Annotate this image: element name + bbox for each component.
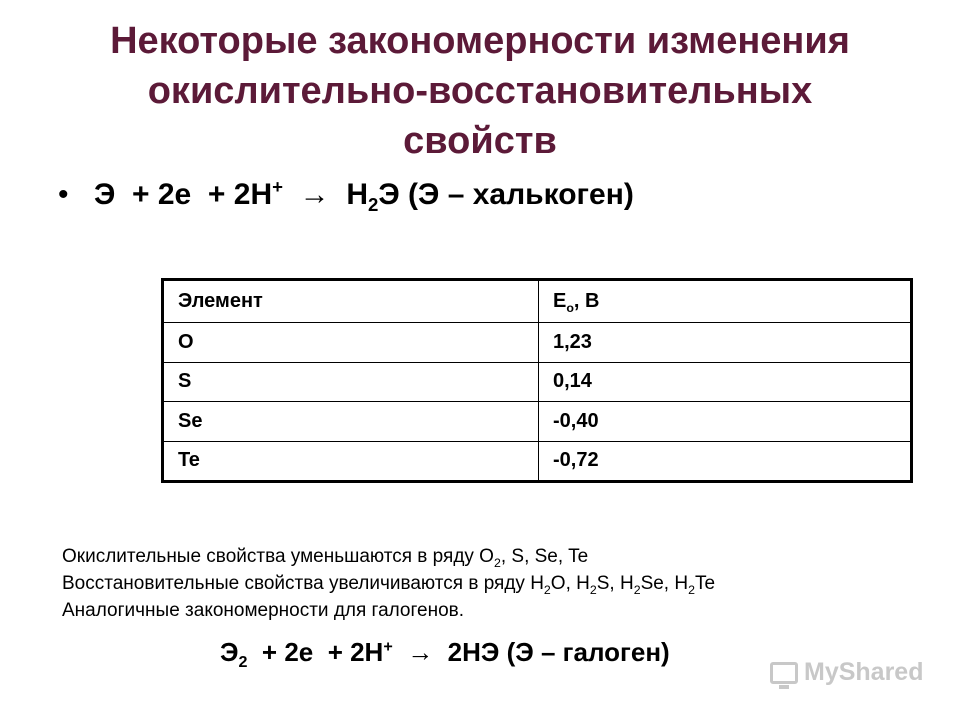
eq-part-2: → Н bbox=[282, 178, 368, 211]
eq-part-3: Э (Э – халькоген) bbox=[378, 178, 634, 211]
cell-element: Te bbox=[163, 441, 539, 482]
bullet-dot: • bbox=[58, 178, 69, 211]
note-2-text-d: Se, Н bbox=[640, 573, 689, 594]
eq-sup-1: + bbox=[272, 176, 283, 197]
watermark-text: MyShared bbox=[804, 658, 924, 686]
header-potential-unit: , В bbox=[573, 290, 600, 312]
eq2-sub-1: 2 bbox=[238, 653, 248, 672]
potentials-table bbox=[161, 278, 913, 483]
cell-element: S bbox=[163, 362, 539, 402]
header-potential-sub: o bbox=[566, 301, 574, 315]
note-1-text-b: , S, Se, Te bbox=[500, 546, 589, 567]
eq2-part-3: → 2НЭ (Э – галоген) bbox=[392, 637, 670, 667]
eq2-part-1: Э bbox=[220, 637, 239, 667]
note-line-3: Аналогичные закономерности для галогенов. bbox=[62, 600, 465, 621]
title-line-3: свойств bbox=[403, 120, 557, 162]
note-2-sub-2: 2 bbox=[589, 582, 597, 597]
eq2-part-2: + 2е + 2Н bbox=[247, 637, 384, 667]
note-2-sub-1: 2 bbox=[543, 582, 551, 597]
header-potential bbox=[539, 280, 912, 323]
note-2-text-c: S, Н bbox=[596, 573, 634, 594]
title-line-1: Некоторые закономерности изменения bbox=[110, 20, 850, 62]
note-1-text-a: Окислительные свойства уменьшаются в ряду О bbox=[62, 546, 494, 567]
cell-value: 0,14 bbox=[539, 362, 912, 402]
header-potential-main: E bbox=[553, 290, 567, 312]
eq-sub-1: 2 bbox=[368, 194, 379, 215]
title-line-2: окислительно-восстановительных bbox=[147, 70, 813, 112]
table-row bbox=[163, 323, 912, 363]
note-2-text-a: Восстановительные свойства увеличиваются в ряду Н bbox=[62, 573, 544, 594]
header-element: Элемент bbox=[163, 280, 539, 323]
cell-value: 1,23 bbox=[539, 323, 912, 363]
note-2-sub-3: 2 bbox=[633, 582, 641, 597]
cell-element: O bbox=[163, 323, 539, 363]
note-2-text-b: О, Н bbox=[550, 573, 590, 594]
notes-block bbox=[62, 543, 715, 624]
eq2-sup-1: + bbox=[383, 637, 393, 656]
note-line-2 bbox=[62, 570, 715, 597]
cell-element: Se bbox=[163, 402, 539, 442]
presentation-board-icon bbox=[770, 662, 798, 684]
note-2-text-e: Te bbox=[694, 573, 716, 594]
cell-value: -0,72 bbox=[539, 441, 912, 482]
table-header-row bbox=[163, 280, 912, 323]
slide-title bbox=[40, 16, 920, 166]
table-row bbox=[163, 362, 912, 402]
note-1-sub: 2 bbox=[493, 555, 501, 570]
table-row bbox=[163, 402, 912, 442]
halogen-equation bbox=[220, 630, 670, 674]
note-2-sub-4: 2 bbox=[688, 582, 695, 597]
note-line-1 bbox=[62, 543, 715, 570]
table-row bbox=[163, 441, 912, 482]
eq-part-1: Э + 2е + 2Н bbox=[94, 178, 273, 211]
cell-value: -0,40 bbox=[539, 402, 912, 442]
watermark bbox=[770, 658, 923, 687]
chalcogen-equation bbox=[58, 170, 634, 220]
